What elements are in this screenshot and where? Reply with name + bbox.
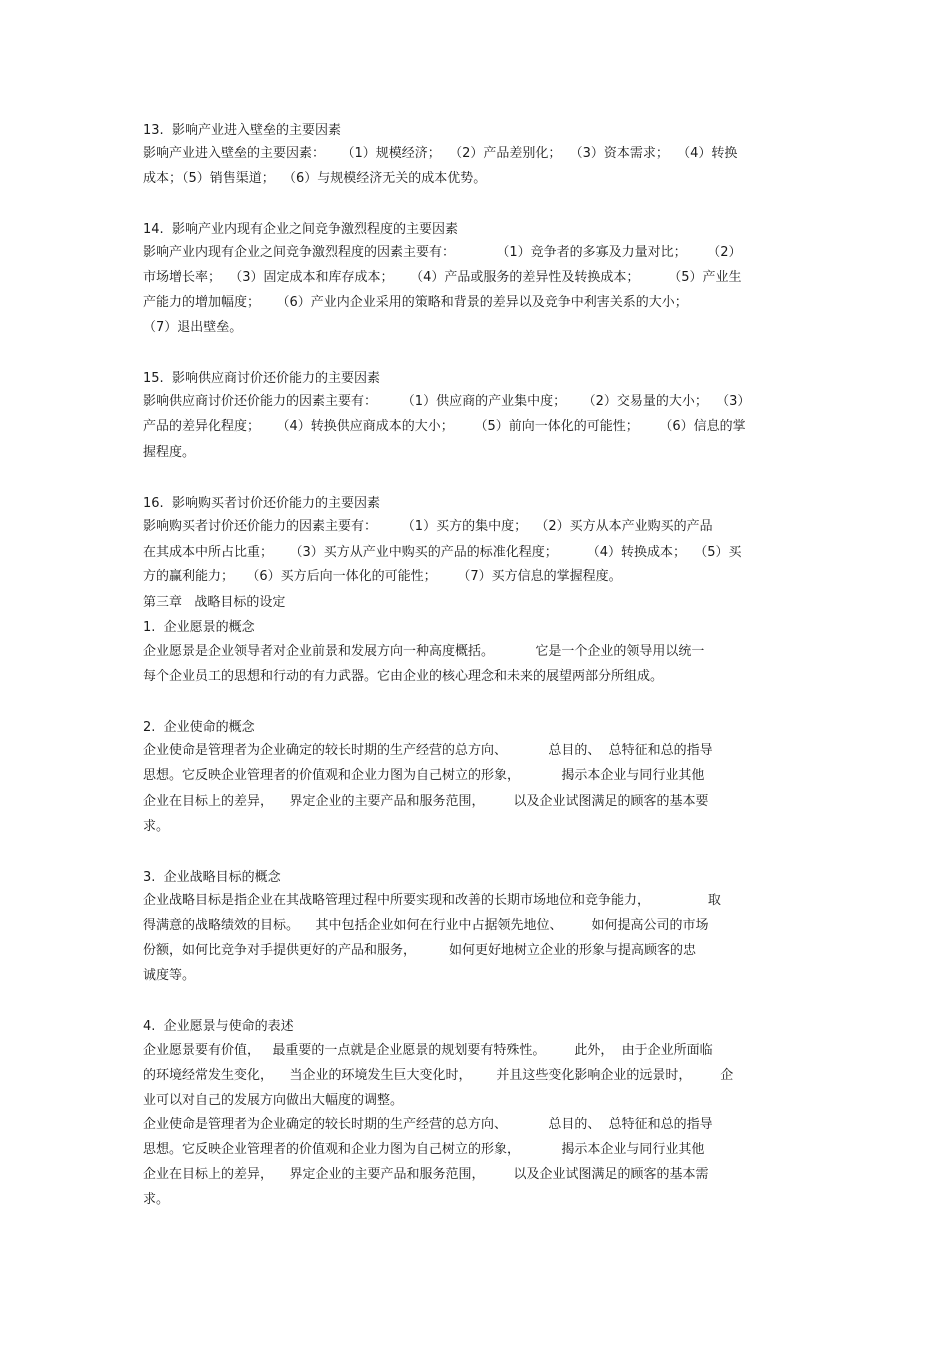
section-14-line-1: 影响产业内现有企业之间竞争激烈程度的因素主要有： （1）竞争者的多寡及力量对比； （2） (143, 245, 742, 260)
vision-mission-line-2: 的环境经常发生变化， 当企业的环境发生巨大变化时， 并且这些变化影响企业的远景时， 企 (143, 1068, 734, 1083)
vision-concept-line-1: 企业愿景是企业领导者对企业前景和发展方向一种高度概括。 它是一个企业的领导用以统一 (143, 644, 705, 659)
section-13-line-1: 影响产业进入壁垒的主要因素： （1）规模经济； （2）产品差别化； （3）资本需求； （4）转换 (143, 146, 738, 161)
vision-mission-line-7: 求。 (143, 1192, 170, 1207)
mission-concept-line-1: 企业使命是管理者为企业确定的较长时期的生产经营的总方向、 总目的、 总特征和总的指导 (143, 743, 713, 758)
section-14-line-2: 市场增长率； （3）固定成本和库存成本； （4）产品或服务的差异性及转换成本； （5）产业生 (143, 270, 742, 285)
mission-concept-line-4: 求。 (143, 819, 170, 834)
mission-concept-line-2: 思想。它反映企业管理者的价值观和企业力图为自己树立的形象， 揭示本企业与同行业其他 (143, 768, 705, 783)
strategic-goal-title: 3. 企业战略目标的概念 (143, 870, 281, 885)
section-13-line-2: 成本；（5）销售渠道； （6）与规模经济无关的成本优势。 (143, 171, 487, 186)
vision-mission-line-6: 企业在目标上的差异， 界定企业的主要产品和服务范围， 以及企业试图满足的顾客的基本需 (143, 1167, 709, 1182)
vision-mission-line-4: 企业使命是管理者为企业确定的较长时期的生产经营的总方向、 总目的、 总特征和总的指导 (143, 1117, 713, 1132)
section-14-title: 14. 影响产业内现有企业之间竞争激烈程度的主要因素 (143, 222, 458, 237)
section-15-line-3: 握程度。 (143, 445, 196, 460)
section-16-line-3: 方的赢利能力； （6）买方后向一体化的可能性； （7）买方信息的掌握程度。 (143, 569, 622, 584)
strategic-goal-line-4: 诚度等。 (143, 968, 196, 983)
vision-concept-title: 1. 企业愿景的概念 (143, 620, 255, 635)
section-16-line-1: 影响购买者讨价还价能力的因素主要有： （1）买方的集中度； （2）买方从本产业购买的产品 (143, 519, 713, 534)
section-15-line-1: 影响供应商讨价还价能力的因素主要有： （1）供应商的产业集中度； （2）交易量的大小； （3） (143, 394, 751, 409)
mission-concept-line-3: 企业在目标上的差异， 界定企业的主要产品和服务范围， 以及企业试图满足的顾客的基本要 (143, 794, 709, 809)
vision-mission-line-1: 企业愿景要有价值， 最重要的一点就是企业愿景的规划要有特殊性。 此外， 由于企业所面临 (143, 1043, 713, 1058)
section-16-line-2: 在其成本中所占比重； （3）买方从产业中购买的产品的标准化程度； （4）转换成本； （5）买 (143, 545, 742, 560)
strategic-goal-line-1: 企业战略目标是指企业在其战略管理过程中所要实现和改善的长期市场地位和竞争能力， 取 (143, 893, 721, 908)
strategic-goal-line-3: 份额，如何比竞争对手提供更好的产品和服务， 如何更好地树立企业的形象与提高顾客的忠 (143, 943, 697, 958)
vision-mission-line-3: 业可以对自己的发展方向做出大幅度的调整。 (143, 1093, 404, 1108)
vision-mission-title: 4. 企业愿景与使命的表述 (143, 1019, 294, 1034)
section-14-line-4: （7）退出壁垒。 (143, 320, 243, 335)
vision-mission-line-5: 思想。它反映企业管理者的价值观和企业力图为自己树立的形象， 揭示本企业与同行业其他 (143, 1142, 705, 1157)
section-13-title: 13. 影响产业进入壁垒的主要因素 (143, 123, 341, 138)
strategic-goal-line-2: 得满意的战略绩效的目标。 其中包括企业如何在行业中占据领先地位、 如何提高公司的市场 (143, 918, 709, 933)
section-14-line-3: 产能力的增加幅度； （6）产业内企业采用的策略和背景的差异以及竞争中利害关系的大小； (143, 295, 688, 310)
vision-concept-line-2: 每个企业员工的思想和行动的有力武器。它由企业的核心理念和未来的展望两部分所组成。 (143, 669, 664, 684)
section-15-line-2: 产品的差异化程度； （4）转换供应商成本的大小； （5）前向一体化的可能性； （6）信息的掌 (143, 419, 746, 434)
chapter-3-title: 第三章 战略目标的设定 (143, 595, 286, 610)
section-15-title: 15. 影响供应商讨价还价能力的主要因素 (143, 371, 380, 386)
section-16-title: 16. 影响购买者讨价还价能力的主要因素 (143, 496, 380, 511)
mission-concept-title: 2. 企业使命的概念 (143, 720, 255, 735)
